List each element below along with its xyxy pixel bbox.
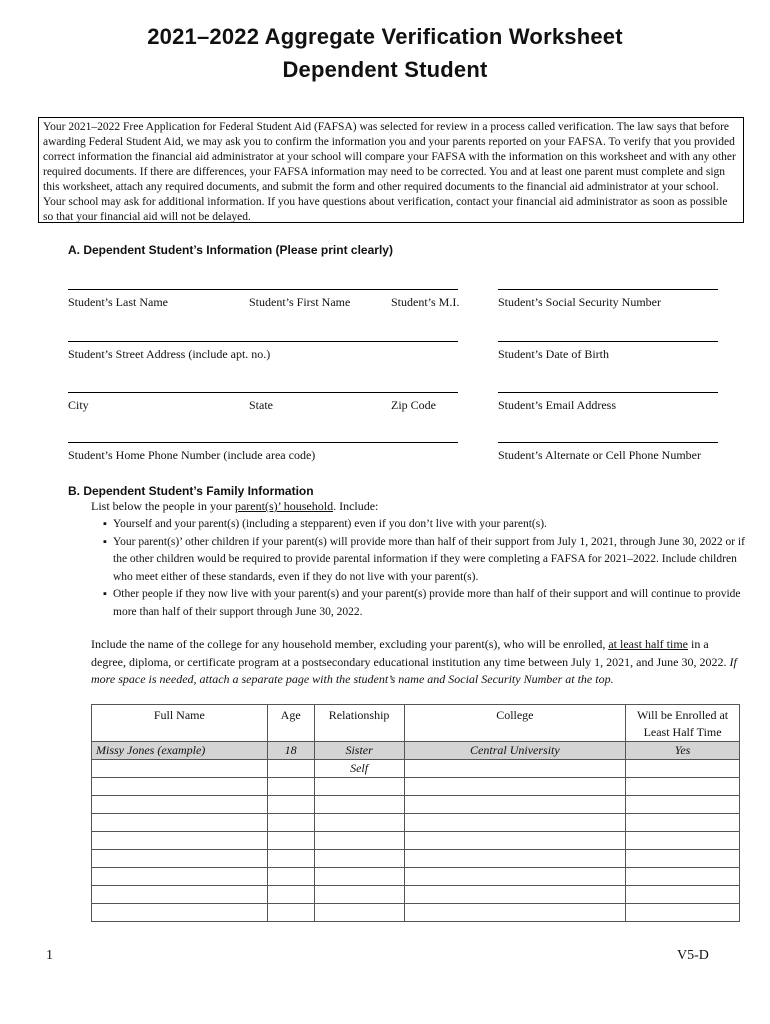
cell-relationship[interactable]	[314, 886, 404, 904]
cell-relationship: Self	[314, 760, 404, 778]
cell-age[interactable]	[267, 886, 314, 904]
cell-age[interactable]	[267, 904, 314, 922]
household-table	[91, 704, 740, 922]
cell-half-time[interactable]	[626, 760, 740, 778]
cell-college[interactable]	[404, 778, 626, 796]
cell-half-time[interactable]	[626, 832, 740, 850]
street-line[interactable]	[68, 341, 458, 342]
cell-name[interactable]	[92, 796, 268, 814]
bullet-item: ▪ Other people if they now live with your parent(s) and your parent(s) provide more than half of their support and will continue to provide more than half of their support through June 30, 2022.	[103, 586, 753, 621]
cell-half-time[interactable]	[626, 904, 740, 922]
email-line[interactable]	[498, 392, 718, 393]
cell-age[interactable]	[267, 760, 314, 778]
page-number: 1	[46, 948, 53, 963]
first-name-label: Student’s First Name	[249, 295, 351, 309]
cell-age: 18	[267, 742, 314, 760]
mi-label: Student’s M.I.	[391, 295, 460, 309]
table-row	[92, 832, 740, 850]
cell-name[interactable]	[92, 832, 268, 850]
last-name-label: Student’s Last Name	[68, 295, 168, 309]
city-label: City	[68, 398, 89, 412]
example-row	[92, 742, 740, 760]
cell-college[interactable]	[404, 850, 626, 868]
cell-college: Central University	[404, 742, 626, 760]
cell-college[interactable]	[404, 886, 626, 904]
cell-name[interactable]	[92, 778, 268, 796]
cell-half-time[interactable]	[626, 886, 740, 904]
state-label: State	[249, 398, 273, 412]
page-title: 2021–2022 Aggregate Verification Worksheet	[147, 24, 623, 49]
cell-age[interactable]	[267, 796, 314, 814]
cell-college[interactable]	[404, 796, 626, 814]
cell-phone-label: Student’s Alternate or Cell Phone Number	[498, 448, 701, 462]
section-b-heading: B. Dependent Student’s Family Information	[68, 484, 314, 498]
cell-age[interactable]	[267, 832, 314, 850]
bullet-item: ▪ Your parent(s)’ other children if your parent(s) will provide more than half of their support from July 1, 2021, through June 30, 2022 or if the other children would be required to provide parental information if they were completing a FAFSA for 2021–2022. Include children who meet either of these standards, even if they do not live with your parent(s).	[103, 534, 753, 587]
cell-age[interactable]	[267, 814, 314, 832]
intro-text: Your 2021–2022 Free Application for Federal Student Aid (FAFSA) was selected for review in a process called verification. The law says that before awarding Federal Student Aid, we may ask you to confirm the information you and your parents reported on your FAFSA. To verify that you provided correct information the financial aid administrator at your school will compare your FAFSA with the information on this worksheet and with any other required documents. If there are differences, your FAFSA information may need to be corrected. You and at least one parent must complete and sign this worksheet, attach any required documents, and submit the form and other required documents to the financial aid administrator at your school. Your school may ask for additional information. If you have questions about verification, contact your financial aid administrator as soon as possible so that your financial aid will not be delayed.	[43, 121, 736, 223]
email-label: Student’s Email Address	[498, 398, 616, 412]
cell-college[interactable]	[404, 868, 626, 886]
cell-college[interactable]	[404, 832, 626, 850]
table-row	[92, 796, 740, 814]
cell-name[interactable]	[92, 904, 268, 922]
cell-age[interactable]	[267, 850, 314, 868]
city-state-zip-line[interactable]	[68, 392, 458, 393]
table-header-row	[92, 705, 740, 742]
dob-line[interactable]	[498, 341, 718, 342]
cell-half-time[interactable]	[626, 850, 740, 868]
cell-relationship[interactable]	[314, 832, 404, 850]
cell-relationship[interactable]	[314, 850, 404, 868]
cell-phone-line[interactable]	[498, 442, 718, 443]
cell-name[interactable]	[92, 760, 268, 778]
half-time-underlined: at least half time	[608, 637, 688, 651]
table-row	[92, 850, 740, 868]
bullet-item: ▪ Yourself and your parent(s) (including a stepparent) even if you don’t live with your parent(s).	[103, 516, 753, 534]
col-age: Age	[267, 705, 314, 742]
cell-half-time[interactable]	[626, 796, 740, 814]
cell-college[interactable]	[404, 760, 626, 778]
home-phone-line[interactable]	[68, 442, 458, 443]
col-full-name: Full Name	[92, 705, 268, 742]
household-underlined: parent(s)’ household	[234, 499, 334, 513]
col-half-time: Will be Enrolled at Least Half Time	[626, 705, 740, 742]
cell-name[interactable]	[92, 868, 268, 886]
intro-box	[38, 117, 744, 223]
home-phone-label: Student’s Home Phone Number (include area code)	[68, 448, 316, 462]
page-subtitle: Dependent Student	[282, 57, 488, 82]
cell-name[interactable]	[92, 886, 268, 904]
cell-half-time: Yes	[626, 742, 740, 760]
dob-label: Student’s Date of Birth	[498, 347, 609, 361]
cell-name[interactable]	[92, 814, 268, 832]
cell-relationship[interactable]	[314, 904, 404, 922]
col-college: College	[404, 705, 626, 742]
name-line[interactable]	[68, 289, 458, 290]
cell-name: Missy Jones (example)	[92, 742, 268, 760]
table-row	[92, 886, 740, 904]
col-relationship: Relationship	[314, 705, 404, 742]
table-row	[92, 814, 740, 832]
section-a-heading: A. Dependent Student’s Information (Please print clearly)	[68, 243, 393, 257]
ssn-line[interactable]	[498, 289, 718, 290]
cell-name[interactable]	[92, 850, 268, 868]
college-instructions: Include the name of the college for any household member, excluding your parent(s), who will be enrolled, at least half time in a degree, diploma, or certificate program at a postsecondary educational institution any time between July 1, 2021, and June 30, 2022. If more space is needed, attach a separate page with the student’s name and Social Security Number at the top.	[91, 637, 737, 686]
more-space-note: If more space is needed, attach a separate page with the student’s name and Social Security Number at the top.	[91, 654, 737, 686]
table-row	[92, 778, 740, 796]
cell-college[interactable]	[404, 814, 626, 832]
bullet-list	[103, 516, 753, 621]
zip-label: Zip Code	[391, 398, 436, 412]
cell-relationship: Sister	[314, 742, 404, 760]
cell-age[interactable]	[267, 868, 314, 886]
cell-relationship[interactable]	[314, 778, 404, 796]
cell-college[interactable]	[404, 904, 626, 922]
cell-half-time[interactable]	[626, 814, 740, 832]
cell-age[interactable]	[267, 778, 314, 796]
cell-relationship[interactable]	[314, 796, 404, 814]
form-version: V5-D	[677, 948, 709, 963]
cell-half-time[interactable]	[626, 868, 740, 886]
cell-relationship[interactable]	[314, 868, 404, 886]
list-intro: List below the people in your parent(s)’ household. Include:	[91, 499, 379, 513]
cell-relationship[interactable]	[314, 814, 404, 832]
table-row	[92, 904, 740, 922]
cell-half-time[interactable]	[626, 778, 740, 796]
ssn-label: Student’s Social Security Number	[498, 295, 661, 309]
self-row	[92, 760, 740, 778]
street-label: Student’s Street Address (include apt. no.)	[68, 347, 271, 361]
table-row	[92, 868, 740, 886]
